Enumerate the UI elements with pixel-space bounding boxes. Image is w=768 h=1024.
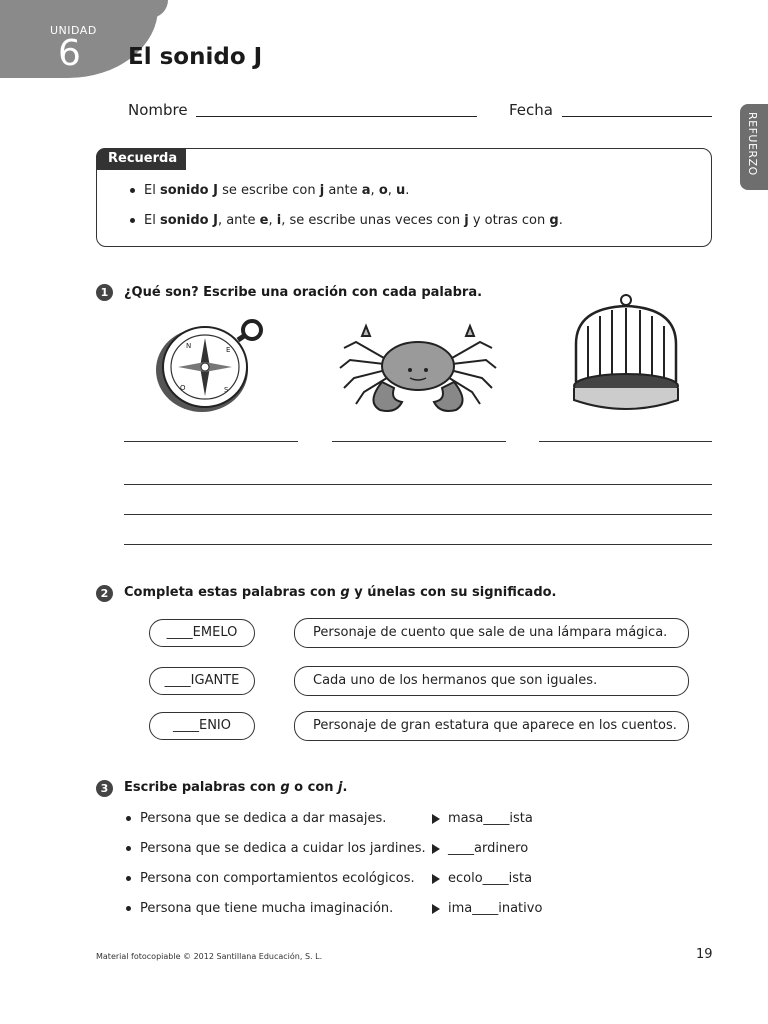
answer-line-crab[interactable] — [332, 441, 506, 442]
name-label: Nombre — [128, 101, 188, 119]
sentence-line-1[interactable] — [124, 484, 712, 485]
rule-1: El sonido J se escribe con j ante a, o, u. — [130, 183, 409, 198]
bullet-icon — [126, 846, 131, 851]
date-label: Fecha — [509, 101, 553, 119]
row-2-word[interactable]: ____ardinero — [432, 841, 528, 856]
word-pill-3[interactable]: ____ENIO — [149, 712, 255, 740]
bullet-icon — [126, 876, 131, 881]
svg-text:N: N — [186, 342, 192, 350]
row-4-word[interactable]: ima____inativo — [432, 901, 542, 916]
svg-text:S: S — [224, 386, 229, 394]
name-field[interactable] — [196, 116, 477, 117]
arrow-icon — [432, 874, 440, 884]
svg-text:E: E — [226, 346, 231, 354]
page-title: El sonido J — [128, 44, 263, 70]
unit-label: UNIDAD — [50, 24, 97, 37]
crab-image — [336, 322, 500, 418]
bullet-icon — [126, 906, 131, 911]
compass-image — [150, 316, 270, 416]
question-3-number: 3 — [96, 780, 113, 797]
side-tab-label: REFUERZO — [746, 112, 759, 176]
row-1-word[interactable]: masa____ista — [432, 811, 533, 826]
copyright-text: Material fotocopiable © 2012 Santillana Educación, S. L. — [96, 952, 323, 961]
question-3-text: Escribe palabras con g o con j. — [124, 780, 348, 795]
cage-image — [566, 294, 682, 418]
date-field[interactable] — [562, 116, 712, 117]
word-pill-2[interactable]: ____IGANTE — [149, 667, 255, 695]
row-3-description: Persona con comportamientos ecológicos. — [126, 871, 415, 886]
side-tab — [740, 104, 768, 190]
row-1-description: Persona que se dedica a dar masajes. — [126, 811, 386, 826]
sentence-line-3[interactable] — [124, 544, 712, 545]
sentence-line-2[interactable] — [124, 514, 712, 515]
question-1-text: ¿Qué son? Escribe una oración con cada palabra. — [124, 285, 483, 300]
recuerda-tag: Recuerda — [96, 148, 186, 170]
svg-text:O: O — [180, 384, 186, 392]
answer-line-compass[interactable] — [124, 441, 298, 442]
arrow-icon — [432, 904, 440, 914]
definition-pill-3[interactable]: Personaje de gran estatura que aparece en los cuentos. — [294, 711, 689, 741]
rule-2: El sonido J, ante e, i, se escribe unas veces con j y otras con g. — [130, 213, 563, 228]
question-2-text: Completa estas palabras con g y únelas con su significado. — [124, 585, 557, 600]
row-2-description: Persona que se dedica a cuidar los jardines. — [126, 841, 426, 856]
bullet-icon — [126, 816, 131, 821]
answer-line-cage[interactable] — [539, 441, 712, 442]
unit-number: 6 — [58, 33, 81, 74]
page-number: 19 — [696, 947, 713, 962]
word-pill-1[interactable]: ____EMELO — [149, 619, 255, 647]
question-1-number: 1 — [96, 284, 113, 301]
arrow-icon — [432, 814, 440, 824]
bullet-icon — [130, 218, 135, 223]
arrow-icon — [432, 844, 440, 854]
question-2-number: 2 — [96, 585, 113, 602]
definition-pill-2[interactable]: Cada uno de los hermanos que son iguales. — [294, 666, 689, 696]
definition-pill-1[interactable]: Personaje de cuento que sale de una lámpara mágica. — [294, 618, 689, 648]
bullet-icon — [130, 188, 135, 193]
row-4-description: Persona que tiene mucha imaginación. — [126, 901, 393, 916]
row-3-word[interactable]: ecolo____ista — [432, 871, 532, 886]
